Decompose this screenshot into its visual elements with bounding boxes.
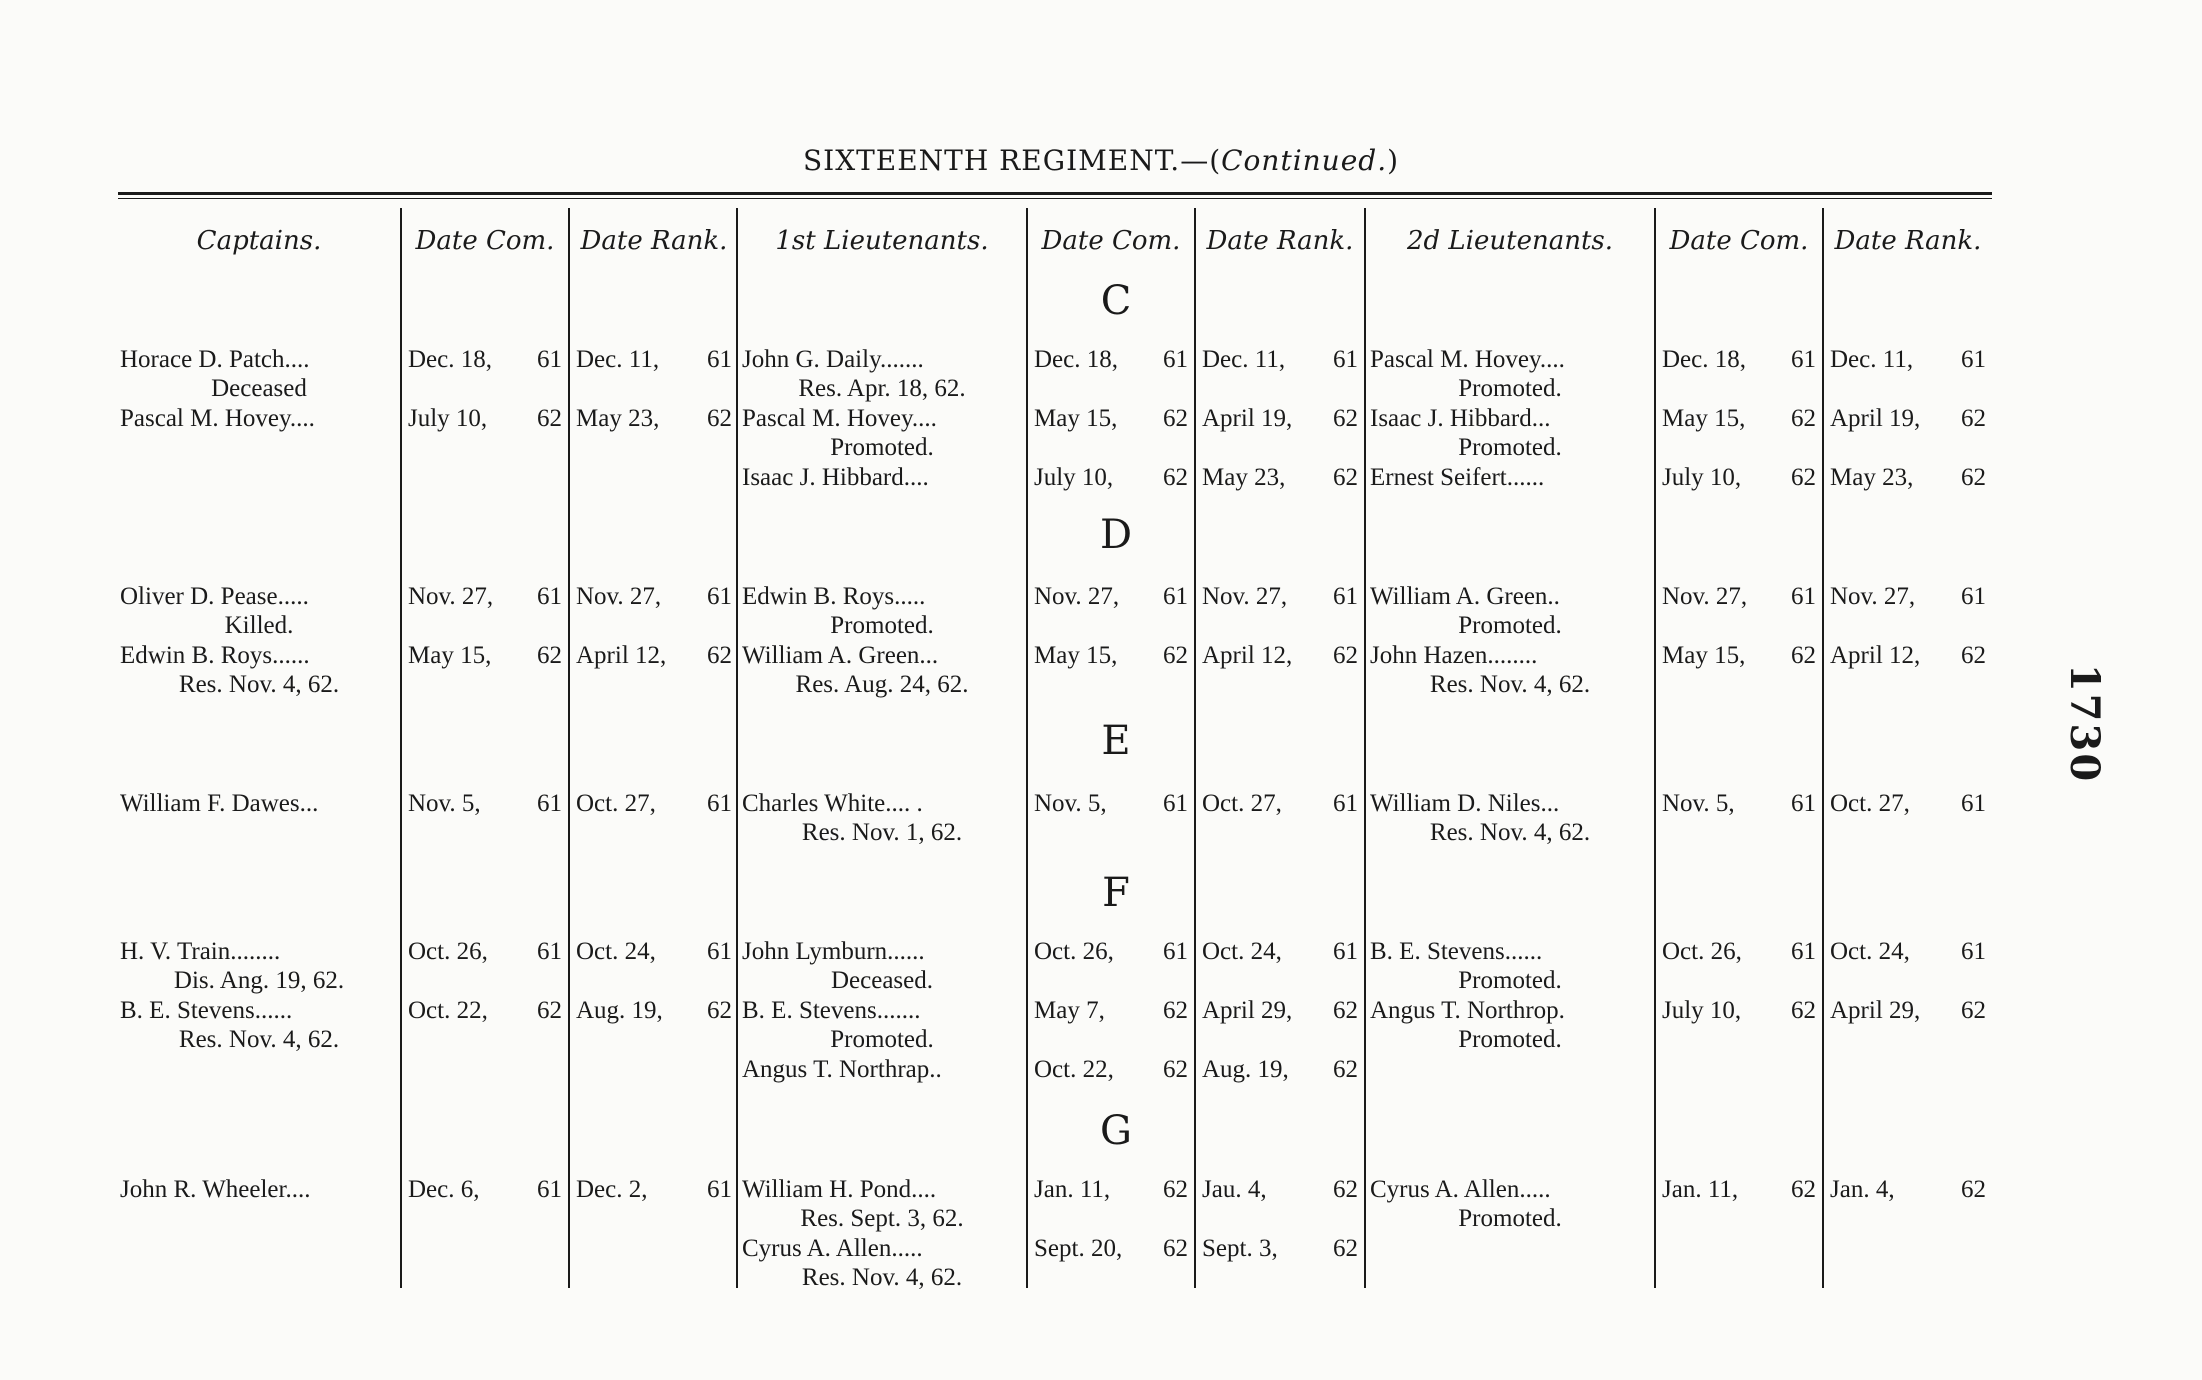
- company-letter: C: [1100, 278, 1132, 324]
- date-month-day: Nov. 5,: [408, 790, 481, 817]
- date-month-day: April 12,: [1830, 642, 1921, 669]
- date-year: 62: [537, 405, 562, 432]
- date-month-day: Nov. 5,: [1034, 790, 1107, 817]
- second-lieutenant-note: Res. Nov. 4, 62.: [1429, 671, 1591, 698]
- first-lieutenant-name: Angus T. Northrap..: [742, 1056, 942, 1083]
- date-month-day: Oct. 24,: [1202, 938, 1282, 965]
- captain-date-com: [408, 938, 562, 966]
- date-year: 61: [707, 346, 732, 373]
- captain-date-com: [408, 346, 562, 374]
- first-lieutenant-date-com: [1034, 938, 1188, 966]
- date-year: 61: [707, 790, 732, 817]
- first-lieutenant-date-com: [1034, 642, 1188, 670]
- date-year: 61: [707, 938, 732, 965]
- date-month-day: April 29,: [1202, 997, 1293, 1024]
- second-lieutenant-name: Angus T. Northrop.: [1370, 997, 1565, 1024]
- captain-date-rank: [576, 790, 732, 818]
- first-lieutenant-name: Isaac J. Hibbard....: [742, 464, 929, 491]
- date-year: 61: [1791, 346, 1816, 373]
- second-lieutenant-date-rank: [1830, 464, 1986, 492]
- first-lieutenant-date-com: [1034, 1056, 1188, 1084]
- first-lieutenant-date-com: [1034, 583, 1188, 611]
- date-year: 61: [537, 1176, 562, 1203]
- captain-date-rank: [576, 583, 732, 611]
- second-lieutenant-date-rank: [1830, 938, 1986, 966]
- date-month-day: Dec. 11,: [1830, 346, 1914, 373]
- date-month-day: Dec. 2,: [576, 1176, 648, 1203]
- date-month-day: Oct. 24,: [1830, 938, 1910, 965]
- first-lieutenant-date-rank: [1202, 1176, 1358, 1204]
- first-lieutenant-name: John G. Daily.......: [742, 346, 924, 373]
- title-rule-thin: [118, 198, 1992, 199]
- date-year: 61: [1961, 790, 1986, 817]
- second-lieutenant-date-rank: [1830, 346, 1986, 374]
- date-year: 62: [1961, 642, 1986, 669]
- date-month-day: Nov. 5,: [1662, 790, 1735, 817]
- second-lieutenant-note: Promoted.: [1458, 434, 1562, 461]
- captain-date-com: [408, 642, 562, 670]
- page-title: [0, 144, 2202, 177]
- date-month-day: Oct. 26,: [1034, 938, 1114, 965]
- date-month-day: Dec. 18,: [1662, 346, 1746, 373]
- date-year: 62: [1333, 1056, 1358, 1083]
- date-year: 62: [1961, 997, 1986, 1024]
- captain-date-com: [408, 1176, 562, 1204]
- date-month-day: July 10,: [1662, 464, 1742, 491]
- captain-date-rank: [576, 938, 732, 966]
- second-lieutenant-date-com: [1662, 938, 1816, 966]
- header-date-rank: Date Rank.: [1206, 226, 1354, 256]
- first-lieutenant-note: Res. Nov. 1, 62.: [801, 819, 963, 846]
- captain-note: Killed.: [224, 612, 294, 639]
- date-year: 61: [1791, 790, 1816, 817]
- date-year: 62: [1163, 997, 1188, 1024]
- second-lieutenant-note: Promoted.: [1458, 612, 1562, 639]
- header-date-com: Date Com.: [1041, 226, 1181, 256]
- first-lieutenant-date-com: [1034, 405, 1188, 433]
- second-lieutenant-date-com: [1662, 790, 1816, 818]
- captain-date-com: [408, 997, 562, 1025]
- column-divider: [1194, 208, 1196, 1288]
- date-year: 62: [1961, 464, 1986, 491]
- header-captains: Captains.: [196, 226, 322, 256]
- date-month-day: May 23,: [1202, 464, 1286, 491]
- date-year: 62: [537, 642, 562, 669]
- title-close: ): [1387, 144, 1400, 177]
- date-year: 62: [1791, 642, 1816, 669]
- captain-date-rank: [576, 346, 732, 374]
- date-month-day: Sept. 3,: [1202, 1235, 1278, 1262]
- captain-date-rank: [576, 997, 732, 1025]
- date-year: 62: [1333, 1176, 1358, 1203]
- date-month-day: Nov. 27,: [576, 583, 662, 610]
- title-rule: [118, 192, 1992, 195]
- date-month-day: Oct. 27,: [576, 790, 656, 817]
- date-month-day: Oct. 24,: [576, 938, 656, 965]
- date-year: 62: [1961, 405, 1986, 432]
- second-lieutenant-note: Res. Nov. 4, 62.: [1429, 819, 1591, 846]
- date-month-day: Oct. 27,: [1830, 790, 1910, 817]
- date-year: 62: [1163, 1235, 1188, 1262]
- column-divider: [568, 208, 570, 1288]
- first-lieutenant-name: B. E. Stevens.......: [742, 997, 921, 1024]
- first-lieutenant-date-com: [1034, 997, 1188, 1025]
- date-year: 62: [1791, 997, 1816, 1024]
- column-divider: [1364, 208, 1366, 1288]
- date-year: 61: [537, 790, 562, 817]
- company-letter: F: [1102, 870, 1130, 916]
- second-lieutenant-date-com: [1662, 583, 1816, 611]
- date-year: 62: [1333, 405, 1358, 432]
- second-lieutenant-date-com: [1662, 642, 1816, 670]
- first-lieutenant-date-com: [1034, 346, 1188, 374]
- first-lieutenant-note: Res. Apr. 18, 62.: [798, 375, 966, 402]
- date-year: 61: [1791, 583, 1816, 610]
- second-lieutenant-date-com: [1662, 405, 1816, 433]
- date-year: 62: [1791, 405, 1816, 432]
- second-lieutenant-date-rank: [1830, 1176, 1986, 1204]
- first-lieutenant-date-rank: [1202, 1056, 1358, 1084]
- second-lieutenant-date-com: [1662, 997, 1816, 1025]
- date-year: 62: [537, 997, 562, 1024]
- date-month-day: July 10,: [408, 405, 488, 432]
- date-month-day: Nov. 27,: [1662, 583, 1748, 610]
- captain-name: John R. Wheeler....: [120, 1176, 311, 1203]
- company-letter: G: [1100, 1108, 1132, 1154]
- second-lieutenant-note: Promoted.: [1458, 967, 1562, 994]
- header-date-com: Date Com.: [1669, 226, 1809, 256]
- date-month-day: Jau. 4,: [1202, 1176, 1267, 1203]
- captain-note: Deceased: [211, 375, 307, 402]
- column-divider: [1026, 208, 1028, 1288]
- date-year: 62: [707, 405, 732, 432]
- first-lieutenant-date-rank: [1202, 997, 1358, 1025]
- date-year: 62: [1333, 1235, 1358, 1262]
- date-year: 62: [1791, 1176, 1816, 1203]
- first-lieutenant-date-com: [1034, 790, 1188, 818]
- first-lieutenant-date-com: [1034, 1235, 1188, 1263]
- date-month-day: Dec. 11,: [576, 346, 660, 373]
- captain-name: Pascal M. Hovey....: [120, 405, 315, 432]
- second-lieutenant-date-rank: [1830, 997, 1986, 1025]
- first-lieutenant-note: Res. Aug. 24, 62.: [795, 671, 969, 698]
- date-month-day: May 15,: [408, 642, 492, 669]
- title-main: SIXTEENTH REGIMENT.—(: [802, 144, 1222, 177]
- captain-note: Dis. Ang. 19, 62.: [173, 967, 345, 994]
- second-lieutenant-name: Cyrus A. Allen.....: [1370, 1176, 1551, 1203]
- date-month-day: Aug. 19,: [576, 997, 663, 1024]
- first-lieutenant-date-rank: [1202, 938, 1358, 966]
- date-year: 62: [1163, 642, 1188, 669]
- second-lieutenant-name: Pascal M. Hovey....: [1370, 346, 1565, 373]
- captain-name: H. V. Train........: [120, 938, 281, 965]
- first-lieutenant-date-rank: [1202, 464, 1358, 492]
- date-month-day: July 10,: [1662, 997, 1742, 1024]
- date-year: 62: [1163, 1056, 1188, 1083]
- captain-date-com: [408, 583, 562, 611]
- second-lieutenant-name: B. E. Stevens......: [1370, 938, 1543, 965]
- header-2d-lieutenants: 2d Lieutenants.: [1406, 226, 1614, 256]
- first-lieutenant-note: Promoted.: [830, 434, 934, 461]
- date-month-day: April 12,: [576, 642, 667, 669]
- column-divider: [1654, 208, 1656, 1288]
- date-month-day: May 15,: [1034, 405, 1118, 432]
- first-lieutenant-date-com: [1034, 464, 1188, 492]
- date-month-day: Nov. 27,: [408, 583, 494, 610]
- date-month-day: Oct. 22,: [408, 997, 488, 1024]
- captain-date-rank: [576, 642, 732, 670]
- header-date-rank: Date Rank.: [580, 226, 728, 256]
- column-divider: [736, 208, 738, 1288]
- date-year: 61: [1333, 583, 1358, 610]
- first-lieutenant-name: William A. Green...: [742, 642, 939, 669]
- date-month-day: Jan. 4,: [1830, 1176, 1895, 1203]
- date-year: 61: [537, 346, 562, 373]
- second-lieutenant-note: Promoted.: [1458, 1026, 1562, 1053]
- date-year: 62: [1333, 997, 1358, 1024]
- first-lieutenant-date-rank: [1202, 642, 1358, 670]
- second-lieutenant-note: Promoted.: [1458, 375, 1562, 402]
- header-1st-lieutenants: 1st Lieutenants.: [775, 226, 989, 256]
- first-lieutenant-name: John Lymburn......: [742, 938, 925, 965]
- first-lieutenant-date-rank: [1202, 1235, 1358, 1263]
- date-year: 61: [1163, 583, 1188, 610]
- date-month-day: Dec. 18,: [1034, 346, 1118, 373]
- date-year: 61: [1961, 346, 1986, 373]
- captain-date-rank: [576, 1176, 732, 1204]
- captain-date-com: [408, 405, 562, 433]
- date-month-day: April 19,: [1202, 405, 1293, 432]
- first-lieutenant-date-com: [1034, 1176, 1188, 1204]
- second-lieutenant-date-rank: [1830, 405, 1986, 433]
- first-lieutenant-note: Res. Nov. 4, 62.: [801, 1264, 963, 1291]
- date-month-day: Nov. 27,: [1830, 583, 1916, 610]
- first-lieutenant-note: Deceased.: [830, 967, 933, 994]
- captain-name: Horace D. Patch....: [120, 346, 310, 373]
- first-lieutenant-note: Res. Sept. 3, 62.: [800, 1205, 964, 1232]
- first-lieutenant-name: Edwin B. Roys.....: [742, 583, 926, 610]
- title-continued: Continued.: [1221, 144, 1388, 177]
- date-year: 61: [1333, 938, 1358, 965]
- date-month-day: Aug. 19,: [1202, 1056, 1289, 1083]
- date-year: 61: [1163, 938, 1188, 965]
- header-date-rank: Date Rank.: [1834, 226, 1982, 256]
- date-year: 61: [1791, 938, 1816, 965]
- captain-date-rank: [576, 405, 732, 433]
- date-year: 62: [707, 997, 732, 1024]
- captain-name: Oliver D. Pease.....: [120, 583, 309, 610]
- date-year: 61: [1333, 346, 1358, 373]
- second-lieutenant-name: William D. Niles...: [1370, 790, 1560, 817]
- date-year: 62: [1961, 1176, 1986, 1203]
- date-month-day: May 15,: [1662, 642, 1746, 669]
- date-month-day: Nov. 27,: [1202, 583, 1288, 610]
- first-lieutenant-note: Promoted.: [830, 1026, 934, 1053]
- date-month-day: May 7,: [1034, 997, 1105, 1024]
- second-lieutenant-date-com: [1662, 346, 1816, 374]
- second-lieutenant-date-rank: [1830, 790, 1986, 818]
- first-lieutenant-name: Charles White.... .: [742, 790, 923, 817]
- date-year: 61: [1163, 790, 1188, 817]
- second-lieutenant-name: William A. Green..: [1370, 583, 1560, 610]
- header-date-com: Date Com.: [415, 226, 555, 256]
- column-divider: [400, 208, 402, 1288]
- date-month-day: Dec. 18,: [408, 346, 492, 373]
- company-letter: D: [1099, 512, 1133, 558]
- date-month-day: Jan. 11,: [1034, 1176, 1111, 1203]
- date-month-day: April 12,: [1202, 642, 1293, 669]
- date-month-day: Nov. 27,: [1034, 583, 1120, 610]
- date-year: 62: [1791, 464, 1816, 491]
- date-month-day: May 15,: [1662, 405, 1746, 432]
- first-lieutenant-date-rank: [1202, 346, 1358, 374]
- date-year: 62: [1333, 642, 1358, 669]
- date-year: 61: [1961, 938, 1986, 965]
- date-month-day: May 15,: [1034, 642, 1118, 669]
- date-month-day: Dec. 11,: [1202, 346, 1286, 373]
- date-month-day: April 19,: [1830, 405, 1921, 432]
- first-lieutenant-name: William H. Pond....: [742, 1176, 937, 1203]
- captain-date-com: [408, 790, 562, 818]
- captain-name: B. E. Stevens......: [120, 997, 293, 1024]
- date-year: 61: [707, 583, 732, 610]
- company-letter: E: [1101, 718, 1131, 764]
- second-lieutenant-name: John Hazen........: [1370, 642, 1538, 669]
- date-year: 61: [1961, 583, 1986, 610]
- second-lieutenant-date-com: [1662, 1176, 1816, 1204]
- date-month-day: Dec. 6,: [408, 1176, 480, 1203]
- first-lieutenant-name: Cyrus A. Allen.....: [742, 1235, 923, 1262]
- date-year: 61: [537, 938, 562, 965]
- date-month-day: April 29,: [1830, 997, 1921, 1024]
- second-lieutenant-note: Promoted.: [1458, 1205, 1562, 1232]
- second-lieutenant-name: Isaac J. Hibbard...: [1370, 405, 1551, 432]
- date-month-day: May 23,: [576, 405, 660, 432]
- captain-name: Edwin B. Roys......: [120, 642, 310, 669]
- second-lieutenant-date-rank: [1830, 642, 1986, 670]
- date-month-day: Sept. 20,: [1034, 1235, 1123, 1262]
- captain-note: Res. Nov. 4, 62.: [178, 1026, 340, 1053]
- page-number: 1730: [2061, 663, 2109, 784]
- date-month-day: May 23,: [1830, 464, 1914, 491]
- date-year: 61: [707, 1176, 732, 1203]
- date-year: 61: [537, 583, 562, 610]
- date-year: 62: [1163, 405, 1188, 432]
- date-month-day: Oct. 26,: [408, 938, 488, 965]
- second-lieutenant-date-com: [1662, 464, 1816, 492]
- first-lieutenant-date-rank: [1202, 405, 1358, 433]
- date-year: 61: [1333, 790, 1358, 817]
- captain-name: William F. Dawes...: [120, 790, 319, 817]
- first-lieutenant-date-rank: [1202, 583, 1358, 611]
- second-lieutenant-date-rank: [1830, 583, 1986, 611]
- date-month-day: Oct. 27,: [1202, 790, 1282, 817]
- date-month-day: Jan. 11,: [1662, 1176, 1739, 1203]
- first-lieutenant-date-rank: [1202, 790, 1358, 818]
- date-year: 62: [1163, 1176, 1188, 1203]
- first-lieutenant-name: Pascal M. Hovey....: [742, 405, 937, 432]
- date-year: 62: [1163, 464, 1188, 491]
- date-year: 62: [1333, 464, 1358, 491]
- captain-note: Res. Nov. 4, 62.: [178, 671, 340, 698]
- date-year: 62: [707, 642, 732, 669]
- date-year: 61: [1163, 346, 1188, 373]
- date-month-day: Oct. 22,: [1034, 1056, 1114, 1083]
- column-divider: [1822, 208, 1824, 1288]
- date-month-day: July 10,: [1034, 464, 1114, 491]
- first-lieutenant-note: Promoted.: [830, 612, 934, 639]
- date-month-day: Oct. 26,: [1662, 938, 1742, 965]
- second-lieutenant-name: Ernest Seifert......: [1370, 464, 1545, 491]
